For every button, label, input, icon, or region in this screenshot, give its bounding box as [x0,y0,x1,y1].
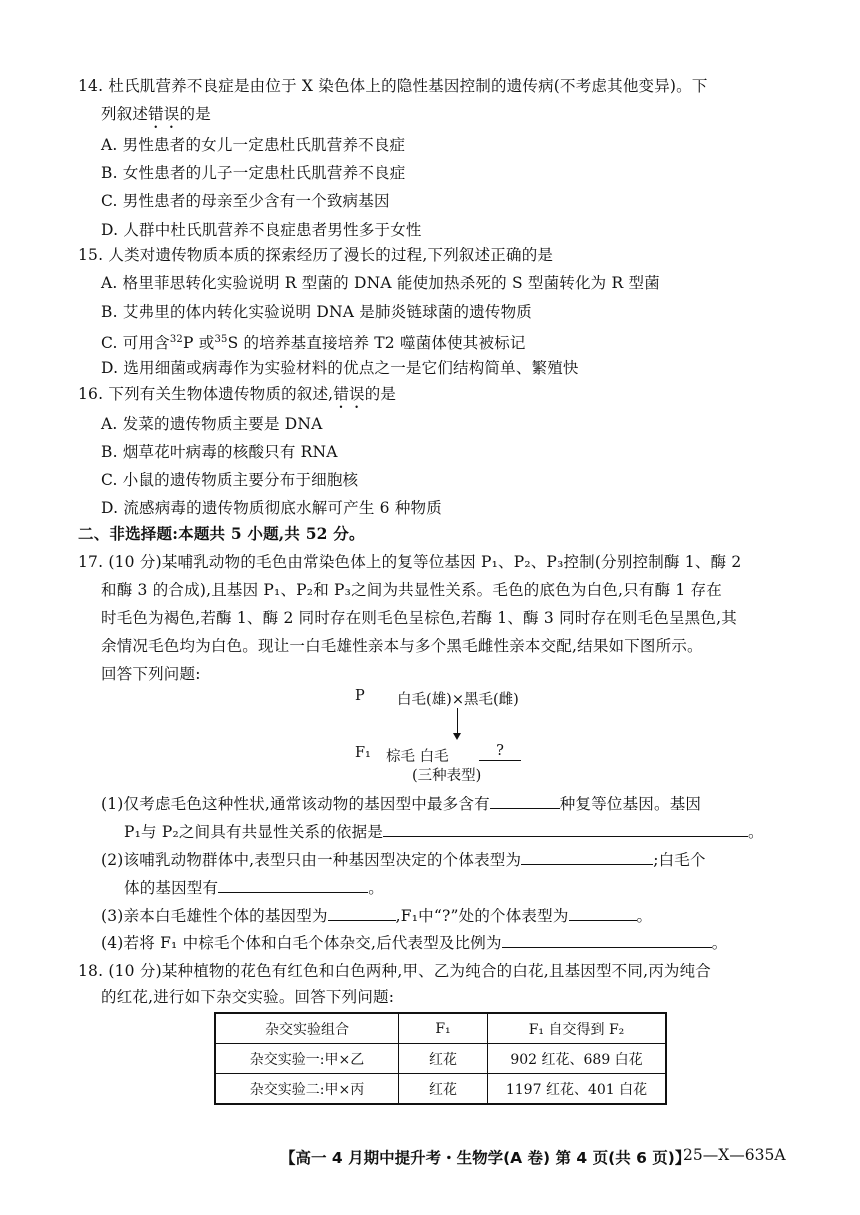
section-heading: 二、非选择题:本题共 5 小题,共 52 分。 [78,524,365,543]
answer-blank-5[interactable] [328,904,396,921]
answer-blank-6[interactable] [569,904,637,921]
table-cell: 902 红花、689 白花 [488,1044,667,1074]
q17-sub2-end: 。 [368,879,384,897]
q17-stem-line5: 回答下列问题: [101,665,201,683]
q17-sub3 [101,904,652,926]
q15-option-c [101,330,526,353]
q17-sub2 [101,848,706,870]
q17-stem-line3: 时毛色为褐色,若酶 1、酶 2 同时存在则毛色呈棕色,若酶 1、酶 3 同时存在则毛色呈黑色,其 [101,609,737,627]
q15-c-sup-32: 32 [169,334,183,345]
q15-c-text-mid: P 或 [183,334,215,352]
q17-sub3-end: 。 [636,907,653,925]
table-header: 杂交实验组合 [215,1013,399,1044]
cross-unknown-blank: ? [479,743,521,761]
cross-note: (三种表型) [412,768,482,784]
q17-stem-line1: 17. (10 分)某哺乳动物的毛色由常染色体上的复等位基因 P₁、P₂、P₃控制(分别控制酶 1、酶 2 [78,553,742,571]
table-header-row [215,1013,666,1044]
cross-parents: 白毛(雄)×黑毛(雌) [397,692,519,708]
q15-stem: 15. 人类对遗传物质本质的探索经历了漫长的过程,下列叙述正确的是 [78,246,554,264]
table-header: F₁ [399,1013,488,1044]
q15-option-b: B. 艾弗里的体内转化实验说明 DNA 是肺炎链球菌的遗传物质 [101,303,532,321]
answer-blank-2[interactable] [383,820,748,837]
q15-c-text-end: S 的培养基直接培养 T2 噬菌体使其被标记 [227,334,526,352]
q14-stem-text: 列叙述 [101,105,149,123]
q16-stem-text-end: 的是 [364,385,397,403]
q17-sub1-line2 [124,820,764,842]
q17-sub3-text-2: ,F₁中“?”处的个体表型为 [395,907,569,925]
q17-sub2-text: (2)该哺乳动物群体中,表型只由一种基因型决定的个体表型为 [101,851,522,869]
q18-stem-line1: 18. (10 分)某种植物的花色有红色和白色两种,甲、乙为纯合的白花,且基因型不同,丙为纯合 [78,962,712,980]
q15-option-d: D. 选用细菌或病毒作为实验材料的优点之一是它们结构简单、繁殖快 [101,359,579,377]
table-header: F₁ 自交得到 F₂ [488,1013,667,1044]
q16-option-b: B. 烟草花叶病毒的核酸只有 RNA [101,443,338,461]
answer-blank-3[interactable] [521,848,653,865]
page-footer: 【高一 4 月期中提升考・生物学(A 卷) 第 4 页(共 6 页)】 [280,1149,691,1167]
q17-sub1-end: 。 [748,823,764,841]
q18-stem-line2: 的红花,进行如下杂交实验。回答下列问题: [101,988,395,1006]
q17-sub1-text: (1)仅考虑毛色这种性状,通常该动物的基因型中最多含有 [101,795,490,813]
q17-sub3-text: (3)亲本白毛雄性个体的基因型为 [101,907,328,925]
cross-results-table [214,1012,667,1105]
q17-sub1-text-2: 种复等位基因。基因 [559,795,702,813]
cross-f1-phenotypes: 棕毛 白毛 [386,749,449,765]
q16-option-a: A. 发菜的遗传物质主要是 DNA [101,415,323,433]
q15-option-a: A. 格里菲思转化实验说明 R 型菌的 DNA 能使加热杀死的 S 型菌转化为 R 型菌 [101,274,660,292]
q15-c-text: C. 可用含 [101,334,170,352]
q17-sub2-text-3: 体的基因型有 [124,879,219,897]
table-cell: 红花 [399,1044,488,1074]
q17-sub2-text-2: ;白毛个 [653,851,706,869]
cross-f1-label: F₁ [355,745,371,761]
q16-emphasis-word: 错误 [333,385,365,403]
q17-sub1 [101,792,701,814]
table-cell: 红花 [399,1074,488,1105]
q14-option-a: A. 男性患者的女儿一定患杜氏肌营养不良症 [101,136,406,154]
answer-blank-4[interactable] [218,876,368,893]
q17-sub4-text: (4)若将 F₁ 中棕毛个体和白毛个体杂交,后代表型及比例为 [101,934,502,952]
q14-emphasis-word: 错误 [148,105,180,123]
q14-stem-line1: 14. 杜氏肌营养不良症是由位于 X 染色体上的隐性基因控制的遗传病(不考虑其他变异)。下 [78,77,708,95]
q17-stem-line4: 余情况毛色均为白色。现让一白毛雄性亲本与多个黑毛雌性亲本交配,结果如下图所示。 [101,637,703,655]
exam-code: 25—X—635A [683,1146,786,1164]
table-cell: 杂交实验一:甲×乙 [215,1044,399,1074]
table-cell: 1197 红花、401 白花 [488,1074,667,1105]
q17-sub4 [101,931,727,953]
cross-p-label: P [355,688,365,704]
q15-c-sup-35: 35 [214,334,228,345]
answer-blank-1[interactable] [490,792,560,809]
q17-sub2-line2 [124,876,384,898]
table-cell: 杂交实验二:甲×丙 [215,1074,399,1105]
q17-sub1-text-3: P₁与 P₂之间具有共显性关系的依据是 [124,823,384,841]
answer-blank-7[interactable] [502,931,712,948]
q14-stem-text-end: 的是 [179,105,211,123]
q17-stem-line2: 和酶 3 的合成),且基因 P₁、P₂和 P₃之间为共显性关系。毛色的底色为白色,只有酶 1 存在 [101,581,722,599]
q14-option-d: D. 人群中杜氏肌营养不良症患者男性多于女性 [101,221,422,239]
q16-option-c: C. 小鼠的遗传物质主要分布于细胞核 [101,471,359,489]
q14-option-c: C. 男性患者的母亲至少含有一个致病基因 [101,192,390,210]
q16-stem-text: 16. 下列有关生物体遗传物质的叙述, [78,385,334,403]
q17-sub4-end: 。 [711,934,728,952]
q16-stem [78,384,396,412]
q14-option-b: B. 女性患者的儿子一定患杜氏肌营养不良症 [101,164,406,182]
table-row [215,1074,666,1105]
q16-option-d: D. 流感病毒的遗传物质彻底水解可产生 6 种物质 [101,499,442,517]
cross-arrow [457,708,458,738]
table-row [215,1044,666,1074]
q14-stem-line2 [101,104,211,132]
